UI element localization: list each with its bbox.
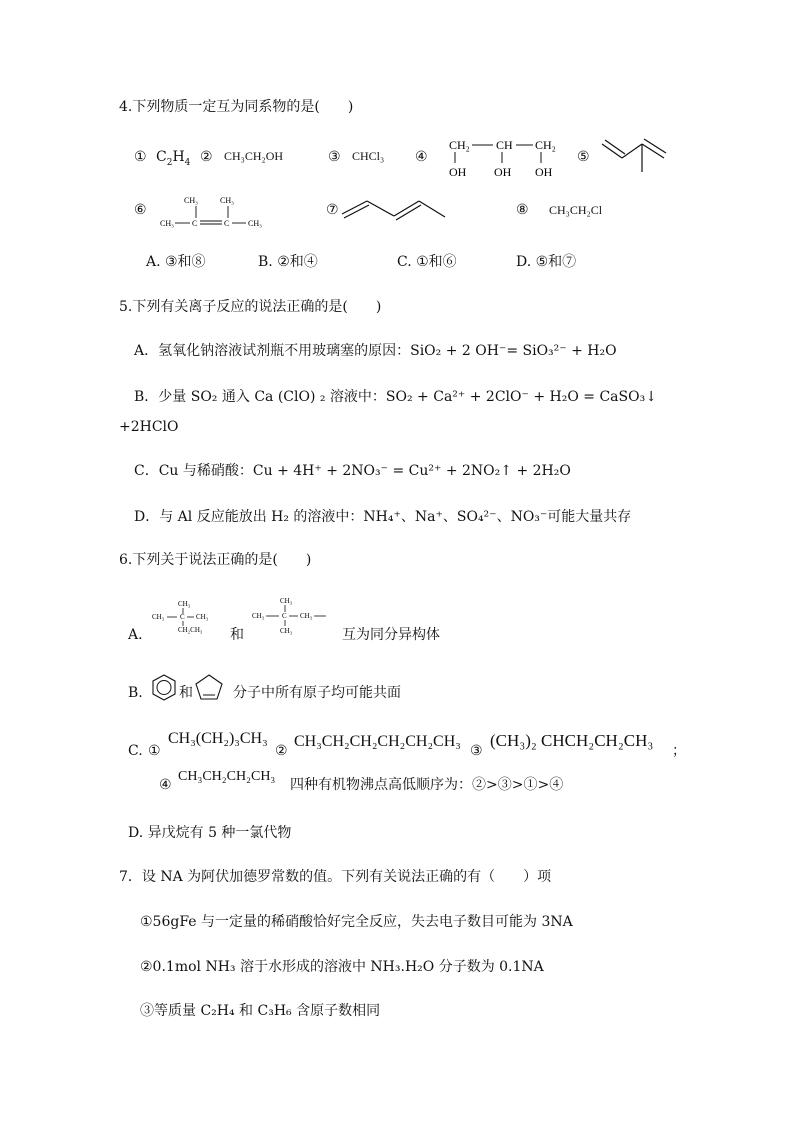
q5-option-c: C．Cu 与稀硝酸：Cu + 4H⁺ + 2NO₃⁻ = Cu²⁺ + 2NO₂↑ + 2H₂O (134, 463, 571, 479)
q4-option-3-number: ③ (328, 149, 341, 165)
glycerol-oh-1: OH (449, 165, 467, 179)
q5-stem: 5.下列有关离子反应的说法正确的是( ) (119, 299, 382, 315)
q6-option-c-label: C. (128, 743, 143, 759)
q6-option-d: D. 异戊烷有 5 种一氯代物 (128, 825, 292, 841)
q6-c-item-3-formula: (CH₃)₂ CHCH₂CH₂CH₃ (490, 731, 654, 750)
glycerol-ch: CH (496, 138, 513, 152)
q4-choice-b: B. ②和④ (258, 254, 318, 270)
q6a-s2-left-ch3: CH₃ (252, 612, 265, 620)
q5-option-b: B．少量 SO₂ 通入 Ca (ClO) ₂ 溶液中：SO₂ + Ca²⁺ + 2ClO⁻ + H₂O = CaSO₃↓ (134, 389, 657, 405)
q6-stem: 6.下列关于说法正确的是( ) (119, 552, 312, 568)
q6a-s2-bottom-ch3: CH₃ (280, 627, 293, 635)
q4-stem: 4.下列物质一定互为同系物的是( ) (119, 99, 354, 115)
q5-option-a: A．氢氧化钠溶液试剂瓶不用玻璃塞的原因：SiO₂ + 2 OH⁻= SiO₃²⁻ + H₂O (134, 343, 617, 359)
q4-option-7-number: ⑦ (326, 202, 339, 218)
q6-c-item-1-formula: CH₃(CH₂)₃CH₃ (168, 730, 268, 747)
cyclopentadiene-ring-icon (195, 673, 227, 703)
q6a-s1-top-ch3: CH₃ (178, 600, 191, 608)
q4-choice-c: C. ①和⑥ (397, 254, 457, 270)
q6-c-item-4-number: ④ (159, 777, 172, 793)
q6-c-item-4-formula: CH₃CH₂CH₂CH₃ (178, 769, 276, 784)
q7-stem: 7．设 NA 为阿伏加德罗常数的值。下列有关说法正确的有（ ）项 (119, 869, 552, 885)
q6-option-b-suffix: 分子中所有原子均可能共面 (233, 685, 401, 701)
q6a-s2-top-ch3: CH₃ (280, 597, 293, 605)
q6-c-item-2-formula: CH₃CH₂CH₂CH₂CH₂CH₃ (294, 733, 461, 750)
benzene-ring-icon (150, 673, 180, 703)
q4-option-5-number: ⑤ (577, 149, 590, 165)
q4-option-8-number: ⑧ (516, 202, 529, 218)
o6-c-left: C (192, 219, 198, 228)
q4-option-4-glycerol-structure (445, 133, 570, 183)
q4-option-4-number: ④ (415, 149, 428, 165)
q6-c-item-1-number: ① (148, 743, 161, 759)
q6a-s2-right-ch3: CH₃ (300, 612, 313, 620)
q6-option-a-and: 和 (230, 627, 244, 643)
q6a-s1-left-ch3: CH₃ (152, 613, 165, 621)
o6-c-right: C (224, 219, 230, 228)
q4-option-1-formula: $C_2H_4$ (156, 149, 191, 168)
q5-option-d: D．与 Al 反应能放出 H₂ 的溶液中：NH₄⁺、Na⁺、SO₄²⁻、NO₃⁻可能大量共存 (134, 509, 632, 525)
o6-ch3-right: CH₃ (248, 219, 262, 228)
o6-ch3-left: CH₃ (160, 219, 174, 228)
q6-option-b-label: B. (128, 685, 143, 701)
glycerol-oh-2: OH (494, 165, 512, 179)
glycerol-ch2-right: CH₂ (535, 138, 556, 152)
o6-top-ch3-left: CH₃ (184, 196, 198, 205)
q4-option-5-isoprene-structure (600, 136, 670, 176)
q6a-s2-c: C (282, 612, 287, 620)
q7-item-3: ③等质量 C₂H₄ 和 C₃H₆ 含原子数相同 (140, 1003, 381, 1019)
q4-option-1-number: ① (134, 149, 147, 165)
glycerol-ch2-left: CH₂ (449, 138, 470, 152)
q7-item-2: ②0.1mol NH₃ 溶于水形成的溶液中 NH₃.H₂O 分子数为 0.1NA (140, 959, 544, 975)
q4-choice-d: D. ⑤和⑦ (516, 254, 577, 270)
q6-c-item-2-number: ② (275, 743, 288, 759)
q6-c-item-3-end: ； (672, 743, 686, 759)
q6a-s1-bottom-ch2ch3: CH₂CH₃ (178, 626, 203, 634)
q6-option-a-structure-1 (150, 598, 222, 638)
q7-item-1: ①56gFe 与一定量的稀硝酸恰好完全反应，失去电子数目可能为 3NA (140, 914, 573, 930)
q4-option-7-structure (342, 198, 452, 228)
q6a-s1-c: C (180, 613, 185, 621)
q4-option-6-number: ⑥ (134, 202, 147, 218)
q6a-s1-right-ch3: CH₃ (196, 613, 209, 621)
q4-option-8-formula: CH₃CH₂Cl (549, 203, 603, 217)
q6-option-b-and: 和 (179, 685, 193, 701)
q4-choice-a: A. ③和⑧ (146, 254, 206, 270)
q6-c-item-3-number: ③ (470, 743, 483, 759)
q4-option-2-number: ② (200, 149, 213, 165)
glycerol-oh-3: OH (535, 165, 553, 179)
q6-option-a-structure-2 (252, 594, 334, 640)
q4-option-6-structure (160, 193, 270, 233)
q5-option-b-continued: +2HClO (119, 419, 179, 435)
q4-option-2-formula: CH₃CH₂OH (224, 149, 284, 163)
q6-option-a-label: A. (128, 627, 143, 643)
q4-option-3-formula: CHCl₃ (352, 149, 385, 163)
q6-option-a-suffix: 互为同分异构体 (342, 627, 440, 643)
q6-c-item-4-suffix: 四种有机物沸点高低顺序为：②>③>①>④ (290, 777, 564, 793)
o6-top-ch3-right: CH₃ (220, 196, 234, 205)
